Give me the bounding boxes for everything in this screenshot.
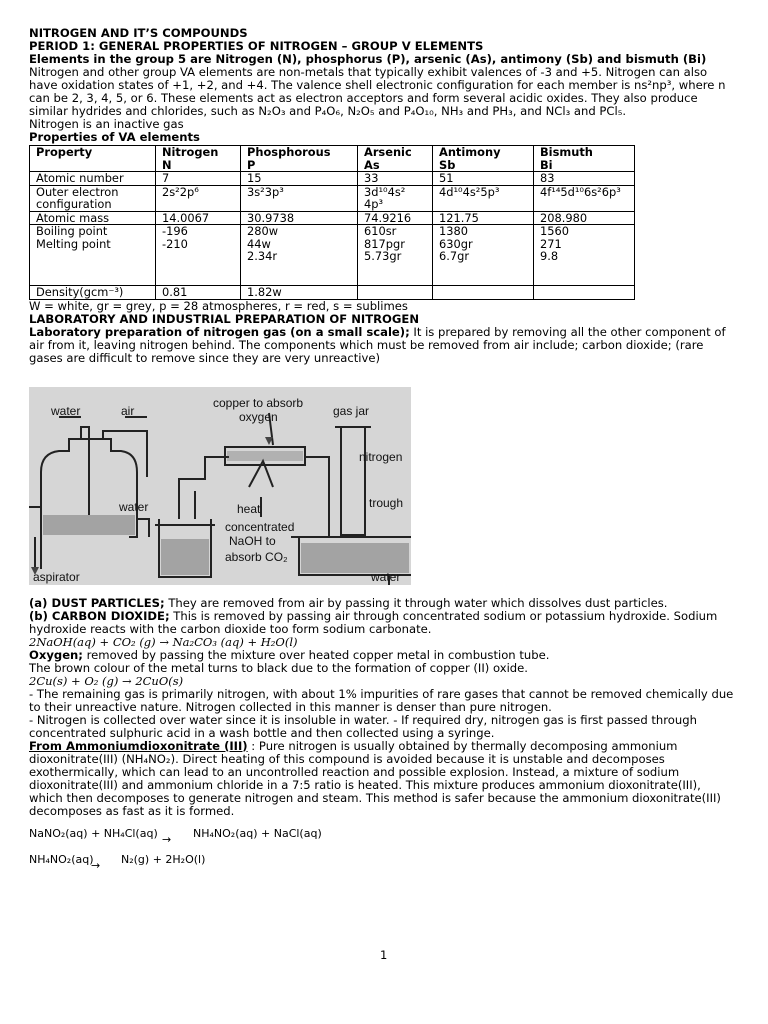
table-cell bbox=[534, 286, 635, 300]
remaining-line: - The remaining gas is primarily nitrogen, with about 1% impurities of rare gases that cannot be removed chemically due bbox=[29, 686, 734, 701]
properties-table bbox=[29, 145, 635, 300]
table-row bbox=[30, 172, 635, 186]
ammonium-line: exothermically, which can lead to an uncontrolled reaction and possible explosion. Instead, a mixture of sodium bbox=[29, 764, 680, 779]
diagram-label-gas-jar: gas jar bbox=[333, 403, 370, 418]
table-cell: 208.980 bbox=[534, 211, 635, 225]
table-cell: 15 bbox=[241, 172, 358, 186]
diagram-label-aspirator: aspirator bbox=[33, 569, 80, 584]
lab-line: gases are difficult to remove since they are very unreactive) bbox=[29, 350, 381, 365]
diagram-label-naoh-3: absorb CO₂ bbox=[225, 549, 288, 564]
co2-label: (b) CARBON DIOXIDE; bbox=[29, 608, 170, 623]
apparatus-diagram bbox=[29, 387, 411, 585]
diagram-label-air: air bbox=[121, 403, 135, 418]
reaction-2 bbox=[29, 852, 739, 872]
reaction-1-products: NH₄NO₂(aq) + NaCl(aq) bbox=[193, 826, 322, 840]
header-cell: Nitrogen N bbox=[156, 146, 241, 172]
reaction-1 bbox=[29, 826, 739, 846]
diagram-label-naoh-1: concentrated bbox=[225, 519, 295, 534]
diagram-label-nitrogen: nitrogen bbox=[359, 449, 403, 464]
oxygen-text-2: The brown colour of the metal turns to black due to the formation of copper (II) oxide. bbox=[29, 660, 528, 675]
co2-section bbox=[29, 610, 739, 636]
lab-intro bbox=[29, 326, 739, 339]
intro-line: Nitrogen and other group VA elements are non-metals that typically exhibit valences of -3 and +5. Nitrogen can also bbox=[29, 65, 708, 79]
ammonium-line: dioxonitrate(III) and ammonium chloride in a 7:5 ratio is heated. This mixture produces ammonium dioxonitrate(III), bbox=[29, 777, 701, 792]
doc-title: NITROGEN AND IT’S COMPOUNDS bbox=[29, 26, 248, 40]
table-heading: Properties of VA elements bbox=[29, 130, 200, 144]
header-cell: Arsenic As bbox=[358, 146, 433, 172]
page-number: 1 bbox=[380, 948, 388, 962]
table-row bbox=[30, 211, 635, 225]
table-cell: 33 bbox=[358, 172, 433, 186]
lab-heading: LABORATORY AND INDUSTRIAL PREPARATION OF NITROGEN bbox=[29, 311, 420, 326]
reaction-2-arrow: → bbox=[91, 858, 101, 872]
table-cell: 1380 630gr 6.7gr bbox=[433, 225, 534, 286]
diagram-label-water-top: water bbox=[51, 403, 81, 418]
apparatus-illustration bbox=[29, 387, 411, 585]
table-legend: W = white, gr = grey, p = 28 atmospheres, r = red, s = sublimes bbox=[29, 298, 408, 313]
diagram-label-heat: heat bbox=[237, 501, 261, 516]
remaining-line: to their unreactive nature. Nitrogen collected in this manner is denser than pure nitrogen. bbox=[29, 699, 552, 714]
lab-line: air from it, leaving nitrogen behind. The components which must be removed from air include; carbon dioxide; (rare bbox=[29, 337, 704, 352]
dust-text: They are removed from air by passing it through water which dissolves dust particles. bbox=[164, 595, 668, 610]
table-cell: 4d¹⁰4s²5p³ bbox=[433, 185, 534, 211]
table-header-row bbox=[30, 146, 635, 172]
ammonium-paragraph bbox=[29, 740, 739, 818]
ammonium-line: decomposes as fast as it is formed. bbox=[29, 803, 235, 818]
diagram-label-naoh-2: NaOH to bbox=[229, 533, 276, 548]
diagram-label-trough: trough bbox=[369, 495, 404, 510]
table-cell: Outer electron configuration bbox=[30, 185, 156, 211]
header-cell: Phosphorous P bbox=[241, 146, 358, 172]
intro-line: have oxidation states of +1, +2, and +4. The valence shell electronic configuration for each member is ns²np³, where n bbox=[29, 78, 726, 92]
lab-subheading: Laboratory preparation of nitrogen gas (on a small scale); bbox=[29, 324, 410, 339]
equation-copper: 2Cu(s) + O₂ (g) → 2CuO(s) bbox=[29, 673, 184, 688]
header-cell: Property bbox=[30, 146, 156, 172]
document-page bbox=[29, 26, 739, 872]
table-cell: 4f¹⁴5d¹⁰6s²6p³ bbox=[534, 185, 635, 211]
diagram-label-water-bottom: water bbox=[371, 569, 401, 584]
intro-line: can be 2, 3, 4, 5, or 6. These elements act as electron acceptors and form several acidic oxides. They also produce bbox=[29, 91, 698, 105]
co2-text: This is removed by passing air through concentrated sodium or potassium hydroxide. Sodium bbox=[169, 608, 718, 623]
table-cell: 121.75 bbox=[433, 211, 534, 225]
ammonium-line: dioxonitrate(III) (NH₄NO₂). Direct heating of this compound is avoided because it is unstable and decomposes bbox=[29, 751, 665, 766]
ammonium-text: : Pure nitrogen is usually obtained by thermally decomposing ammonium bbox=[247, 738, 678, 753]
table-cell: Density(gcm⁻³) bbox=[30, 286, 156, 300]
table-cell: 14.0067 bbox=[156, 211, 241, 225]
diagram-label-oxygen: oxygen bbox=[239, 409, 278, 424]
reaction-2-reactants: NH₄NO₂(aq) bbox=[29, 852, 94, 866]
diagram-label-water-mid: water bbox=[119, 499, 149, 514]
header-cell: Antimony Sb bbox=[433, 146, 534, 172]
header-cell: Bismuth Bi bbox=[534, 146, 635, 172]
intro-paragraph bbox=[29, 66, 739, 131]
table-cell: 83 bbox=[534, 172, 635, 186]
table-cell: 610sr 817pgr 5.73gr bbox=[358, 225, 433, 286]
table-cell: 0.81 bbox=[156, 286, 241, 300]
reaction-1-reactants: NaNO₂(aq) + NH₄Cl(aq) bbox=[29, 826, 158, 840]
oxygen-section bbox=[29, 649, 739, 675]
table-cell: 2s²2p⁶ bbox=[156, 185, 241, 211]
remaining-line: concentrated sulphuric acid in a wash bottle and then collected using a syringe. bbox=[29, 725, 495, 740]
table-cell: 51 bbox=[433, 172, 534, 186]
remaining-paragraph bbox=[29, 688, 739, 740]
ammonium-label: From Ammoniumdioxonitrate (III) bbox=[29, 738, 248, 753]
table-cell: 1.82w bbox=[241, 286, 358, 300]
oxygen-label: Oxygen; bbox=[29, 647, 83, 662]
table-cell: Atomic number bbox=[30, 172, 156, 186]
oxygen-text: removed by passing the mixture over heated copper metal in combustion tube. bbox=[82, 647, 550, 662]
table-row bbox=[30, 185, 635, 211]
table-cell bbox=[358, 286, 433, 300]
equation-naoh: 2NaOH(aq) + CO₂ (g) → Na₂CO₃ (aq) + H₂O(l) bbox=[29, 634, 298, 649]
lab-text: It is prepared by removing all the other component of bbox=[409, 324, 726, 339]
reaction-1-arrow: → bbox=[162, 832, 172, 846]
table-cell: 3d¹⁰4s² 4p³ bbox=[358, 185, 433, 211]
table-row bbox=[30, 286, 635, 300]
table-cell: Atomic mass bbox=[30, 211, 156, 225]
period-heading: PERIOD 1: GENERAL PROPERTIES OF NITROGEN – GROUP V ELEMENTS bbox=[29, 39, 484, 53]
table-cell: 7 bbox=[156, 172, 241, 186]
table-cell: -196 -210 bbox=[156, 225, 241, 286]
table-cell: 74.9216 bbox=[358, 211, 433, 225]
table-row bbox=[30, 225, 635, 286]
table-cell: 1560 271 9.8 bbox=[534, 225, 635, 286]
table-cell: 3s²3p³ bbox=[241, 185, 358, 211]
ammonium-line: which then decomposes to generate nitrogen and steam. This method is safer because the ammonium dioxonitrate(III) bbox=[29, 790, 721, 805]
intro-line: Nitrogen is an inactive gas bbox=[29, 117, 184, 131]
table-cell: 280w 44w 2.34r bbox=[241, 225, 358, 286]
diagram-label-copper: copper to absorb bbox=[213, 395, 304, 410]
intro-line: similar hydrides and chlorides, such as N₂O₃ and P₄O₆, N₂O₅ and P₄O₁₀, NH₃ and PH₃, and NCl₃ and PCl₅. bbox=[29, 104, 627, 118]
co2-text-2: hydroxide reacts with the carbon dioxide too form sodium carbonate. bbox=[29, 621, 432, 636]
table-cell: Boiling point Melting point bbox=[30, 225, 156, 286]
dust-label: (a) DUST PARTICLES; bbox=[29, 595, 165, 610]
table-cell: 30.9738 bbox=[241, 211, 358, 225]
reaction-2-products: N₂(g) + 2H₂O(l) bbox=[121, 852, 206, 866]
elements-heading: Elements in the group 5 are Nitrogen (N), phosphorus (P), arsenic (As), antimony (Sb) and bismuth (Bi) bbox=[29, 52, 707, 66]
table-cell bbox=[433, 286, 534, 300]
remaining-line: - Nitrogen is collected over water since it is insoluble in water. - If required dry, nitrogen gas is first passed through bbox=[29, 712, 697, 727]
